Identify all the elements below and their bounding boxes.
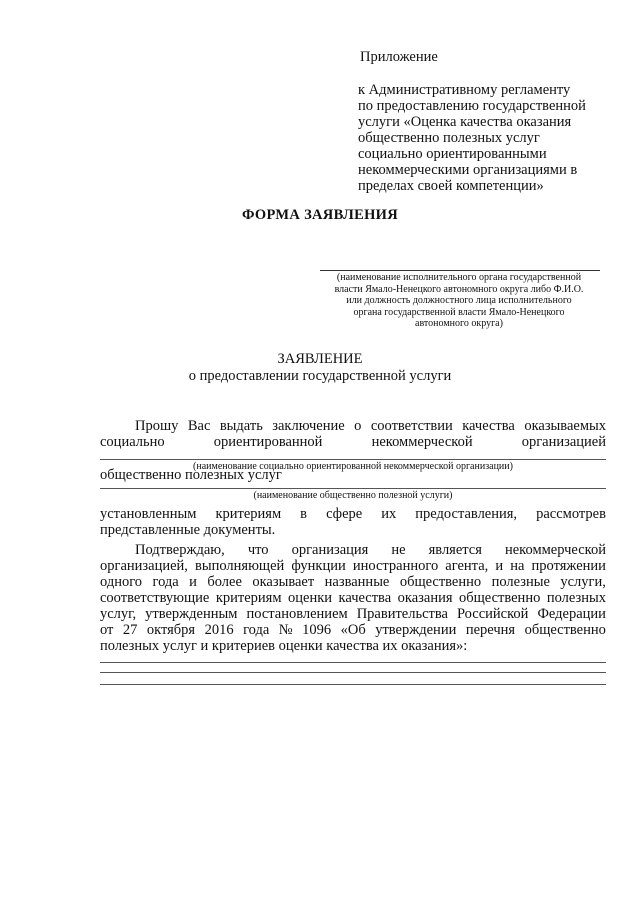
- confirm-line-5: услуг, утвержденным постановлением Правительства Российской Федерации: [100, 606, 606, 622]
- confirm-line-7: полезных услуг и критериев оценки качества их оказания»:: [100, 638, 468, 654]
- form-title: ФОРМА ЗАЯВЛЕНИЯ: [242, 207, 398, 223]
- service-text: общественно полезных услуг: [100, 467, 282, 483]
- confirm-line-2: организацией, выполняющей функции иностранного агента, и на протяжении: [100, 558, 606, 574]
- criteria-line-1: установленным критериям в сфере их предоставления, рассмотрев: [100, 506, 606, 522]
- recipient-caption-line: органа государственной власти Ямало-Ненецкого: [353, 306, 565, 318]
- recipient-caption-line: автономного округа): [415, 318, 503, 329]
- recipient-fill-line[interactable]: [320, 270, 600, 271]
- appendix-line: социально ориентированными: [358, 146, 547, 162]
- recipient-caption-line: или должность должностного лица исполнительного: [346, 295, 572, 306]
- organization-fill-line[interactable]: [100, 459, 606, 460]
- request-line-1: Прошу Вас выдать заключение о соответствии качества оказываемых: [135, 418, 606, 434]
- service-fill-line[interactable]: [100, 488, 606, 489]
- appendix-line: общественно полезных услуг: [358, 130, 540, 146]
- appendix-reference: [358, 82, 586, 194]
- appendix-line: услуги «Оценка качества оказания: [358, 114, 572, 130]
- request-line-2: социально ориентированной некоммерческой организацией: [100, 434, 606, 450]
- recipient-caption-line: власти Ямало-Ненецкого автономного округа либо Ф.И.О.: [334, 283, 584, 295]
- recipient-caption-line: (наименование исполнительного органа государственной: [336, 272, 582, 283]
- appendix-title: Приложение: [360, 49, 438, 65]
- application-heading: ЗАЯВЛЕНИЕ: [277, 351, 363, 367]
- confirm-line-6: от 27 октября 2016 года № 1096 «Об утверждении перечня общественно: [100, 622, 606, 638]
- fill-line-2[interactable]: [100, 672, 606, 673]
- fill-line-1[interactable]: [100, 662, 606, 663]
- confirm-line-1: Подтверждаю, что организация не является некоммерческой: [135, 542, 606, 558]
- appendix-line: некоммерческими организациями в: [358, 162, 578, 178]
- recipient-caption: [318, 272, 600, 330]
- fill-line-3[interactable]: [100, 684, 606, 685]
- application-subheading: о предоставлении государственной услуги: [188, 368, 452, 384]
- confirm-line-3: одного года и более оказывает названные общественно полезные услуги,: [100, 574, 606, 590]
- appendix-line: к Административному регламенту: [358, 82, 571, 98]
- appendix-line: пределах своей компетенции»: [358, 178, 544, 194]
- service-caption: (наименование общественно полезной услуги): [253, 490, 453, 501]
- organization-caption: (наименование социально ориентированной некоммерческой организации): [193, 461, 513, 472]
- appendix-line: по предоставлению государственной: [358, 98, 586, 114]
- criteria-line-2: представленные документы.: [100, 522, 276, 538]
- confirm-line-4: соответствующие критериям оценки качества оказания общественно полезных: [100, 590, 606, 606]
